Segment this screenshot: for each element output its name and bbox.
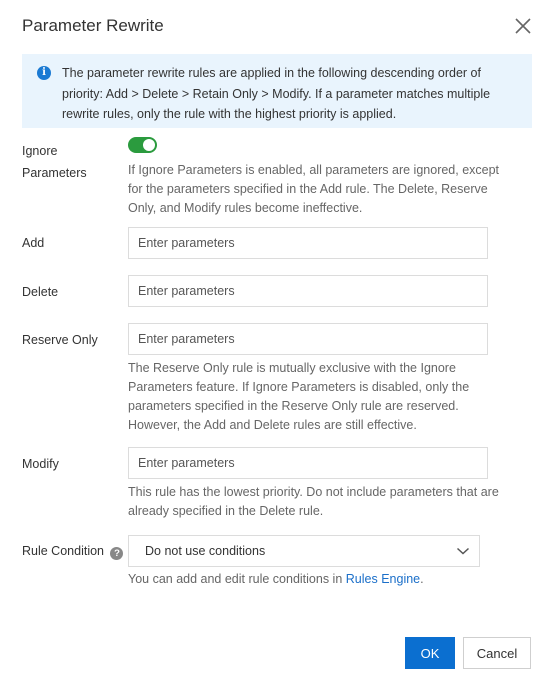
rule-condition-hint-suffix: . (420, 572, 424, 586)
ignore-parameters-toggle[interactable] (128, 137, 157, 153)
add-input[interactable] (128, 227, 488, 259)
chevron-down-icon (456, 545, 470, 557)
reserve-only-help: The Reserve Only rule is mutually exclusive with the Ignore Parameters feature. If Ignore Parameters is disabled, only the parameters specified in the Reserve Only rule are reserved. However, the Add and Delete rules are still effective. (128, 361, 470, 432)
rules-engine-link[interactable]: Rules Engine (345, 572, 421, 586)
modify-label: Modify (22, 457, 59, 471)
rule-condition-hint (128, 570, 508, 589)
reserve-only-input[interactable] (128, 323, 488, 355)
rule-condition-hint-text: You can add and edit rule conditions in (128, 572, 346, 586)
notice-text: The parameter rewrite rules are applied in the following descending order of priority: Add > Delete > Retain Only > Modify. If a parameter matches multiple rewrite rules, only the rule with the highest priority is applied. (62, 66, 491, 121)
modify-input[interactable] (128, 447, 488, 479)
delete-label: Delete (22, 285, 59, 299)
delete-input[interactable] (128, 275, 488, 307)
close-icon (512, 15, 534, 37)
reserve-only-label: Reserve Only (22, 333, 98, 347)
ok-button[interactable]: OK (405, 637, 455, 669)
dialog-title: Parameter Rewrite (22, 16, 164, 35)
ignore-parameters-help: If Ignore Parameters is enabled, all parameters are ignored, except for the parameters specified in the Add rule. The Delete, Reserve Only, and Modify rules become ineffective. (128, 163, 500, 215)
info-icon: i (37, 66, 51, 80)
modify-help: This rule has the lowest priority. Do not include parameters that are already specified in the Delete rule. (128, 485, 499, 518)
rule-condition-selected: Do not use conditions (145, 544, 266, 558)
add-label: Add (22, 236, 45, 250)
ignore-parameters-label-line2: Parameters (22, 166, 87, 180)
toggle-knob (143, 139, 155, 151)
ignore-parameters-label-line1: Ignore (22, 144, 58, 158)
priority-notice (22, 54, 532, 128)
close-button[interactable] (512, 15, 534, 37)
question-circle-icon[interactable]: ? (110, 547, 123, 560)
rule-condition-label-text: Rule Condition (22, 544, 104, 558)
rule-condition-select[interactable] (128, 535, 480, 567)
rule-condition-label (22, 542, 123, 561)
cancel-button[interactable]: Cancel (463, 637, 531, 669)
